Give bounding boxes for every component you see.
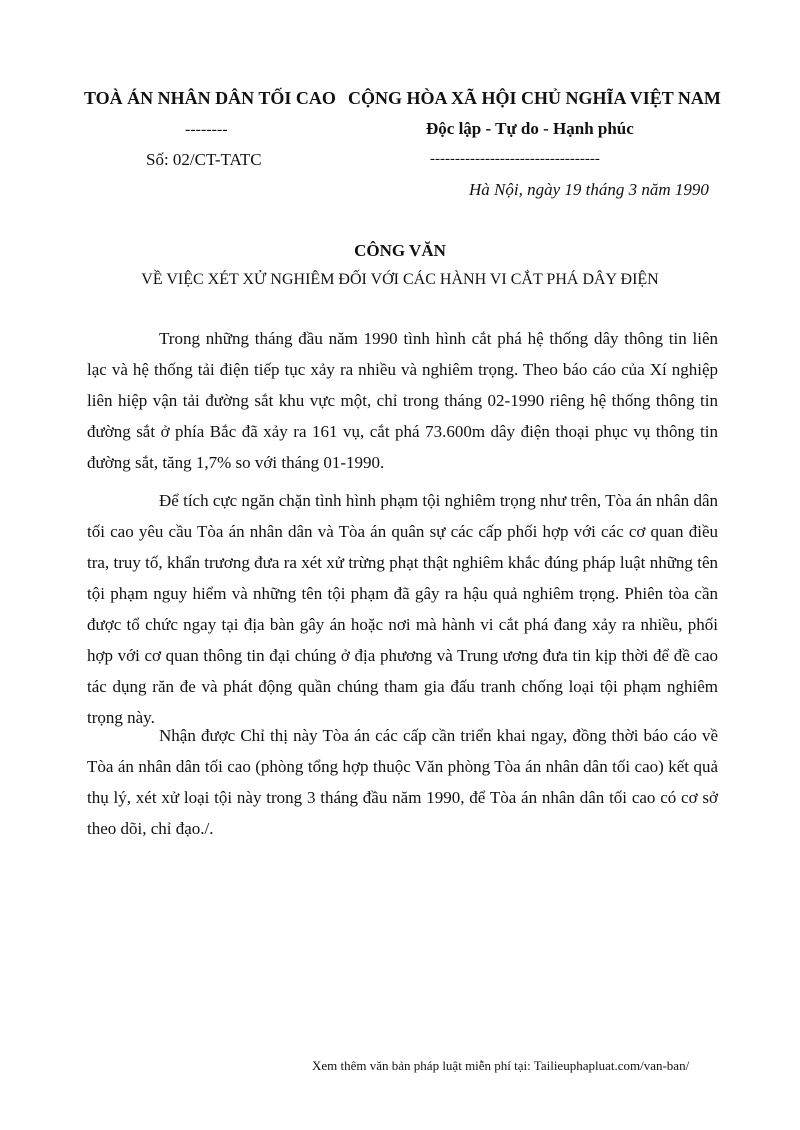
document-subject: VỀ VIỆC XÉT XỬ NGHIÊM ĐỐI VỚI CÁC HÀNH VI CẮT PHÁ DÂY ĐIỆN	[141, 271, 659, 288]
paragraph-2: Để tích cực ngăn chặn tình hình phạm tội nghiêm trọng như trên, Tòa án nhân dân tối cao yêu cầu Tòa án nhân dân và Tòa án quân sự các cấp phối hợp với các cơ quan điều tra, truy tố, khẩn trương đưa ra xét xử trừng phạt thật nghiêm khắc đúng pháp luật những tên tội phạm nguy hiểm và những tên tội phạm đã gây ra hậu quả nghiêm trọng. Phiên tòa cần được tổ chức ngay tại địa bàn gây án hoặc nơi mà hành vi cắt phá đang xảy ra nhiều, phối hợp với cơ quan thông tin đại chúng ở địa phương và Trung ương đưa tin kịp thời để đề cao tác dụng răn đe và phát động quần chúng tham gia đấu tranh chống loại tội phạm nghiêm trọng này.	[87, 491, 718, 727]
place-and-date: Hà Nội, ngày 19 tháng 3 năm 1990	[469, 180, 709, 199]
national-motto: Độc lập - Tự do - Hạnh phúc	[426, 119, 634, 138]
footer-note: Xem thêm văn bản pháp luật miễn phí tại: Tailieuphapluat.com/van-ban/	[312, 1058, 690, 1073]
paragraph-3: Nhận được Chỉ thị này Tòa án các cấp cần triển khai ngay, đồng thời báo cáo về Tòa án nhân dân tối cao (phòng tổng hợp thuộc Văn phòng Tòa án nhân dân tối cao) kết quả thụ lý, xét xử loại tội này trong 3 tháng đầu năm 1990, để Tòa án nhân dân tối cao có cơ sở theo dõi, chỉ đạo./.	[87, 726, 718, 838]
document-number: Số: 02/CT-TATC	[146, 150, 262, 169]
issuer-name: TOÀ ÁN NHÂN DÂN TỐI CAO	[84, 88, 336, 108]
country-name: CỘNG HÒA XÃ HỘI CHỦ NGHĨA VIỆT NAM	[348, 88, 721, 108]
paragraph-1: Trong những tháng đầu năm 1990 tình hình cắt phá hệ thống dây thông tin liên lạc và hệ thống tải điện tiếp tục xảy ra nhiều và nghiêm trọng. Theo báo cáo của Xí nghiệp liên hiệp vận tải đường sắt khu vực một, chỉ trong tháng 02-1990 riêng hệ thống thông tin đường sắt ở phía Bắc đã xảy ra 161 vụ, cắt phá 73.600m dây điện thoại phục vụ thông tin đường sắt, tăng 1,7% so với tháng 01-1990.	[87, 329, 718, 472]
motto-rule: ----------------------------------	[430, 151, 600, 167]
issuer-rule: --------	[185, 121, 228, 138]
document-type: CÔNG VĂN	[354, 241, 446, 260]
